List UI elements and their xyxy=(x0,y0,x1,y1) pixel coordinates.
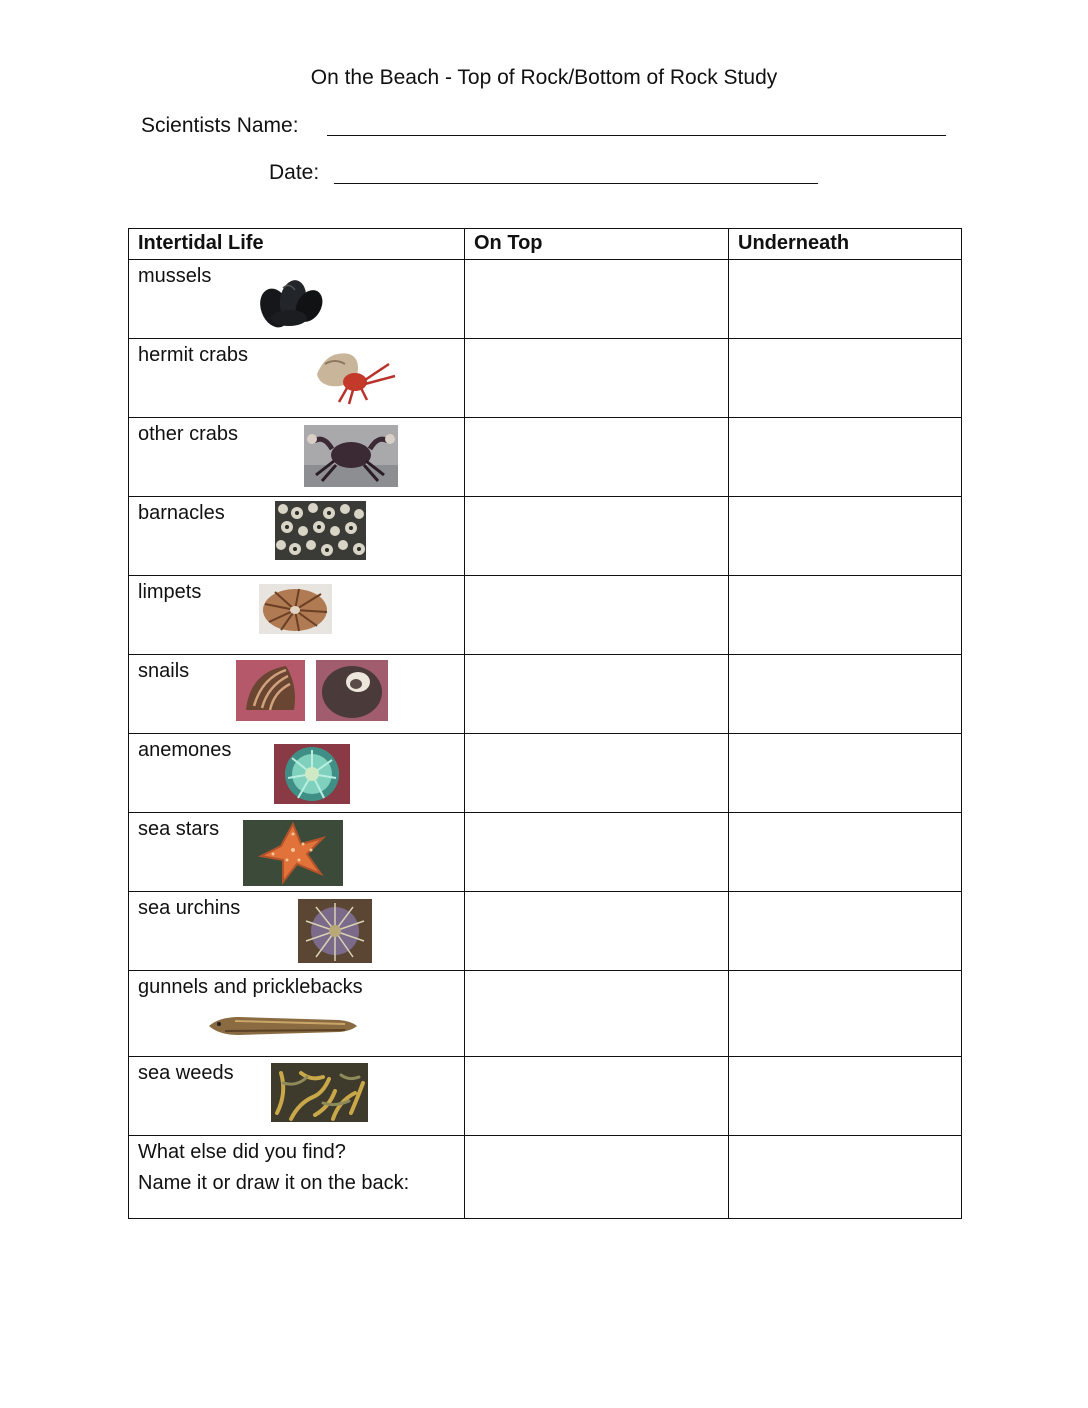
row-label: mussels xyxy=(138,265,212,287)
page-title: On the Beach - Top of Rock/Bottom of Rock Study xyxy=(310,66,778,89)
limpet-photo-icon xyxy=(259,584,332,634)
row-label-cell xyxy=(129,339,465,418)
on-top-cell[interactable] xyxy=(465,971,729,1057)
underneath-cell[interactable] xyxy=(729,892,962,971)
underneath-cell[interactable] xyxy=(729,418,962,497)
observation-table xyxy=(128,228,962,1219)
row-label: sea stars xyxy=(138,818,220,840)
sea-urchin-photo-icon xyxy=(298,899,372,963)
snail-photo-icon xyxy=(316,660,388,721)
underneath-cell[interactable] xyxy=(729,497,962,576)
underneath-cell[interactable] xyxy=(729,1136,962,1219)
row-label: sea weeds xyxy=(138,1062,234,1084)
table-row xyxy=(129,339,962,418)
underneath-cell[interactable] xyxy=(729,260,962,339)
table-row xyxy=(129,813,962,892)
row-label: anemones xyxy=(138,739,232,761)
on-top-cell[interactable] xyxy=(465,497,729,576)
row-label: gunnels and pricklebacks xyxy=(138,976,363,998)
row-label: barnacles xyxy=(138,502,225,524)
on-top-cell[interactable] xyxy=(465,813,729,892)
column-header-underneath: Underneath xyxy=(729,229,962,260)
date-label: Date: xyxy=(269,161,320,184)
barnacles-photo-icon xyxy=(275,501,366,560)
on-top-cell[interactable] xyxy=(465,339,729,418)
seaweed-photo-icon xyxy=(271,1063,368,1122)
mussels-photo-icon xyxy=(253,270,327,330)
row-label: What else did you find? xyxy=(138,1141,346,1163)
underneath-cell[interactable] xyxy=(729,1057,962,1136)
row-label-line2: Name it or draw it on the back: xyxy=(138,1172,410,1194)
table-row xyxy=(129,418,962,497)
underneath-cell[interactable] xyxy=(729,734,962,813)
underneath-cell[interactable] xyxy=(729,655,962,734)
on-top-cell[interactable] xyxy=(465,576,729,655)
underneath-cell[interactable] xyxy=(729,576,962,655)
table-row xyxy=(129,892,962,971)
row-label-cell xyxy=(129,655,465,734)
date-field[interactable] xyxy=(334,183,818,184)
row-label: limpets xyxy=(138,581,202,603)
on-top-cell[interactable] xyxy=(465,260,729,339)
underneath-cell[interactable] xyxy=(729,339,962,418)
table-row xyxy=(129,497,962,576)
on-top-cell[interactable] xyxy=(465,734,729,813)
underneath-cell[interactable] xyxy=(729,813,962,892)
table-row xyxy=(129,1136,962,1219)
row-label-cell xyxy=(129,497,465,576)
column-header-on-top: On Top xyxy=(465,229,729,260)
gunnel-fish-photo-icon xyxy=(205,1009,361,1043)
row-label: hermit crabs xyxy=(138,344,249,366)
on-top-cell[interactable] xyxy=(465,892,729,971)
row-label-cell xyxy=(129,576,465,655)
row-label-cell xyxy=(129,971,465,1057)
anemone-photo-icon xyxy=(274,744,350,804)
on-top-cell[interactable] xyxy=(465,1136,729,1219)
on-top-cell[interactable] xyxy=(465,418,729,497)
row-label-cell xyxy=(129,813,465,892)
scientist-name-label: Scientists Name: xyxy=(141,114,299,137)
table-row xyxy=(129,1057,962,1136)
row-label-cell xyxy=(129,418,465,497)
table-row xyxy=(129,734,962,813)
snail-photo-icon xyxy=(236,660,305,721)
row-label-cell xyxy=(129,1136,465,1219)
row-label-cell xyxy=(129,892,465,971)
column-header-intertidal-life: Intertidal Life xyxy=(129,229,465,260)
row-label: snails xyxy=(138,660,190,682)
table-row xyxy=(129,655,962,734)
on-top-cell[interactable] xyxy=(465,655,729,734)
row-label-cell xyxy=(129,734,465,813)
crab-photo-icon xyxy=(304,425,398,487)
hermit-crab-photo-icon xyxy=(307,344,401,410)
scientist-name-field[interactable] xyxy=(327,135,946,136)
table-row xyxy=(129,260,962,339)
on-top-cell[interactable] xyxy=(465,1057,729,1136)
underneath-cell[interactable] xyxy=(729,971,962,1057)
sea-star-photo-icon xyxy=(243,820,343,886)
row-label-cell xyxy=(129,260,465,339)
row-label-cell xyxy=(129,1057,465,1136)
row-label: other crabs xyxy=(138,423,239,445)
table-row xyxy=(129,576,962,655)
table-header-row xyxy=(129,229,962,260)
table-row xyxy=(129,971,962,1057)
row-label: sea urchins xyxy=(138,897,241,919)
